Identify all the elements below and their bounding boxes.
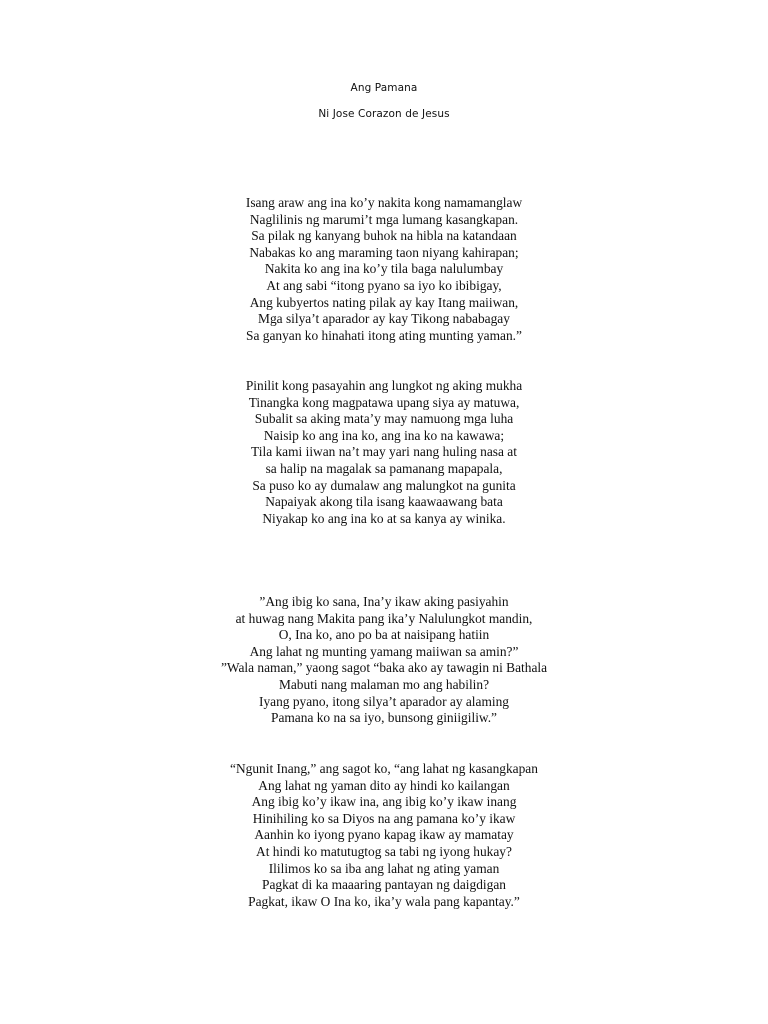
poem-author: Ni Jose Corazon de Jesus: [318, 108, 450, 120]
poem-line: Subalit sa aking mata’y may namuong mga luha: [254, 411, 514, 427]
poem-line: Isang araw ang ina ko’y nakita kong namamanglaw: [245, 195, 523, 210]
poem-line: Pinilit kong pasayahin ang lungkot ng aking mukha: [245, 378, 523, 393]
poem-line: Sa ganyan ko hinahati itong ating munting yaman.”: [246, 327, 522, 343]
stanza-4: [0, 761, 768, 910]
poem-line: Pagkat di ka maaaring pantayan ng daigdigan: [262, 877, 506, 893]
poem-line: Napaiyak akong tila isang kaawaawang bata: [265, 494, 503, 510]
stanza-2: [0, 378, 768, 527]
poem-line: Hinihiling ko sa Diyos na ang pamana ko’y ikaw: [252, 810, 516, 826]
stanza-3: [0, 594, 768, 727]
poem-line: At ang sabi “itong pyano sa iyo ko ibibigay,: [266, 277, 502, 293]
poem-line: ”Ang ibig ko sana, Ina’y ikaw aking pasiyahin: [259, 594, 509, 609]
poem-line: ”Wala naman,” yaong sagot “baka ako ay tawagin ni Bathala: [220, 660, 548, 676]
poem-line: Pagkat, ikaw O Ina ko, ika’y wala pang kapantay.”: [248, 893, 520, 909]
poem-line: Mga silya’t aparador ay kay Tikong nababagay: [258, 311, 510, 327]
poem-line: sa halip na magalak sa pamanang mapapala,: [265, 460, 503, 476]
poem-line: at huwag nang Makita pang ika’y Nalulungkot mandin,: [235, 610, 533, 626]
poem-title: Ang Pamana: [350, 82, 418, 94]
poem-line: Aanhin ko iyong pyano kapag ikaw ay mamatay: [254, 827, 514, 843]
poem-line: Nakita ko ang ina ko’y tila baga nalulumbay: [264, 261, 504, 277]
poem-line: Tila kami iiwan na’t may yari nang huling nasa at: [251, 444, 517, 460]
poem-line: Pamana ko na sa iyo, bunsong giniigiliw.”: [271, 710, 497, 726]
poem-line: Mabuti nang malaman mo ang habilin?: [278, 676, 490, 692]
poem-line: Tinangka kong magpatawa upang siya ay matuwa,: [248, 394, 520, 410]
poem-line: Ang ibig ko’y ikaw ina, ang ibig ko’y ikaw inang: [251, 794, 517, 810]
poem-line: At hindi ko matutugtog sa tabi ng iyong hukay?: [256, 843, 512, 859]
poem-line: Ang kubyertos nating pilak ay kay Itang maiiwan,: [249, 294, 519, 310]
poem-line: Niyakap ko ang ina ko at sa kanya ay winika.: [262, 510, 506, 526]
poem-line: Nabakas ko ang maraming taon niyang kahirapan;: [249, 244, 519, 260]
poem-line: Ang lahat ng yaman dito ay hindi ko kailangan: [258, 777, 510, 793]
poem-line: Sa pilak ng kanyang buhok na hibla na katandaan: [251, 228, 517, 244]
poem-line: Ang lahat ng munting yamang maiiwan sa amin?”: [249, 643, 519, 659]
poem-line: Ililimos ko sa iba ang lahat ng ating yaman: [268, 860, 500, 876]
poem-line: “Ngunit Inang,” ang sagot ko, “ang lahat ng kasangkapan: [230, 761, 538, 776]
stanza-1: [0, 195, 768, 344]
poem-line: O, Ina ko, ano po ba at naisipang hatiin: [278, 627, 490, 643]
poem-line: Iyang pyano, itong silya’t aparador ay alaming: [258, 693, 509, 709]
poem-line: Naisip ko ang ina ko, ang ina ko na kawawa;: [263, 427, 505, 443]
poem-line: Naglilinis ng marumi’t mga lumang kasangkapan.: [249, 211, 519, 227]
poem-line: Sa puso ko ay dumalaw ang malungkot na gunita: [252, 477, 516, 493]
